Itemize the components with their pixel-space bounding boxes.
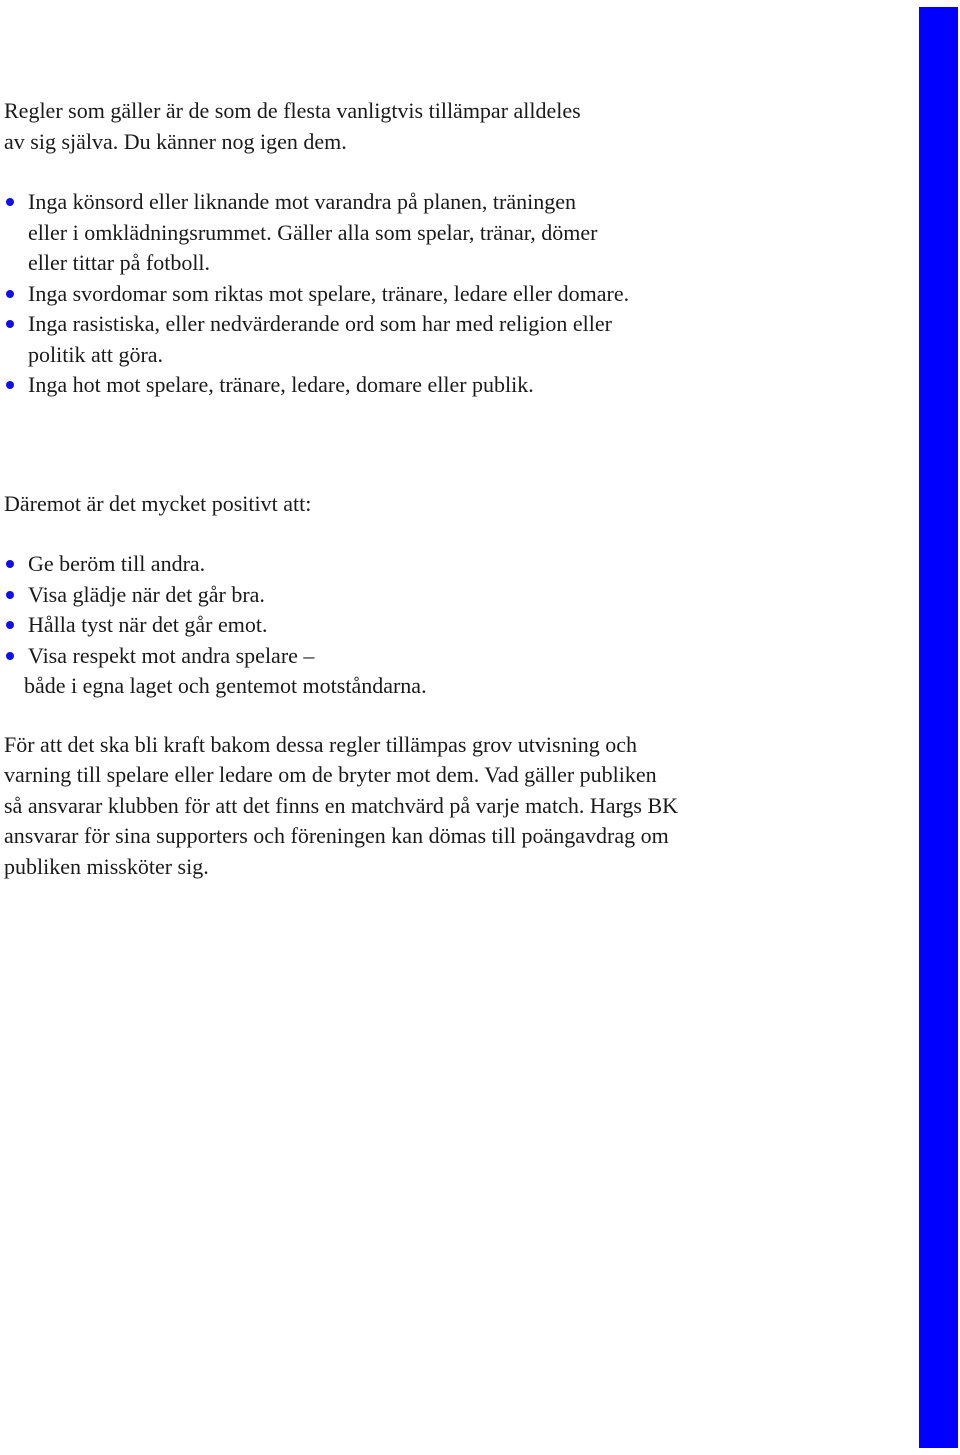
closing-paragraph: För att det ska bli kraft bakom dessa regler tillämpas grov utvisning och varning till spelare eller ledare om de bryter mot dem. Vad gäller publiken så ansvarar klubben för att det finns en matchvärd på varje match. Hargs BK ansvarar för sina supporters och föreningen kan dömas till poängavdrag om publiken missköter sig. [4, 731, 679, 879]
blue-side-bar [919, 7, 958, 1448]
positive-item: Hålla tyst när det går emot. [4, 610, 904, 641]
positive-continuation: både i egna laget och gentemot motståndarna. [24, 673, 427, 698]
bullet-icon [6, 652, 14, 660]
positive-item: Ge beröm till andra. [4, 549, 904, 580]
positive-heading: Däremot är det mycket positivt att: [4, 490, 312, 516]
rules-list [4, 187, 904, 401]
bullet-icon [6, 621, 14, 629]
bullet-icon [6, 591, 14, 599]
rule-item: Inga rasistiska, eller nedvärderande ord som har med religion eller politik att göra. [4, 309, 904, 370]
bullet-icon [6, 290, 14, 298]
positives-list [4, 549, 904, 671]
rule-item: Inga svordomar som riktas mot spelare, tränare, ledare eller domare. [4, 279, 904, 310]
bullet-icon [6, 320, 14, 328]
intro-paragraph: Regler som gäller är de som de flesta vanligtvis tillämpar alldeles av sig själva. Du känner nog igen dem. [4, 98, 581, 154]
bullet-icon [6, 198, 14, 206]
bullet-icon [6, 560, 14, 568]
positive-item: Visa respekt mot andra spelare – [4, 641, 904, 672]
document-content [4, 96, 904, 882]
rule-item: Inga hot mot spelare, tränare, ledare, domare eller publik. [4, 370, 904, 401]
rule-item: Inga könsord eller liknande mot varandra på planen, träningen eller i omklädningsrummet. Gäller alla som spelar, tränar, dömer eller tittar på fotboll. [4, 187, 904, 279]
bullet-icon [6, 381, 14, 389]
positive-item: Visa glädje när det går bra. [4, 580, 904, 611]
